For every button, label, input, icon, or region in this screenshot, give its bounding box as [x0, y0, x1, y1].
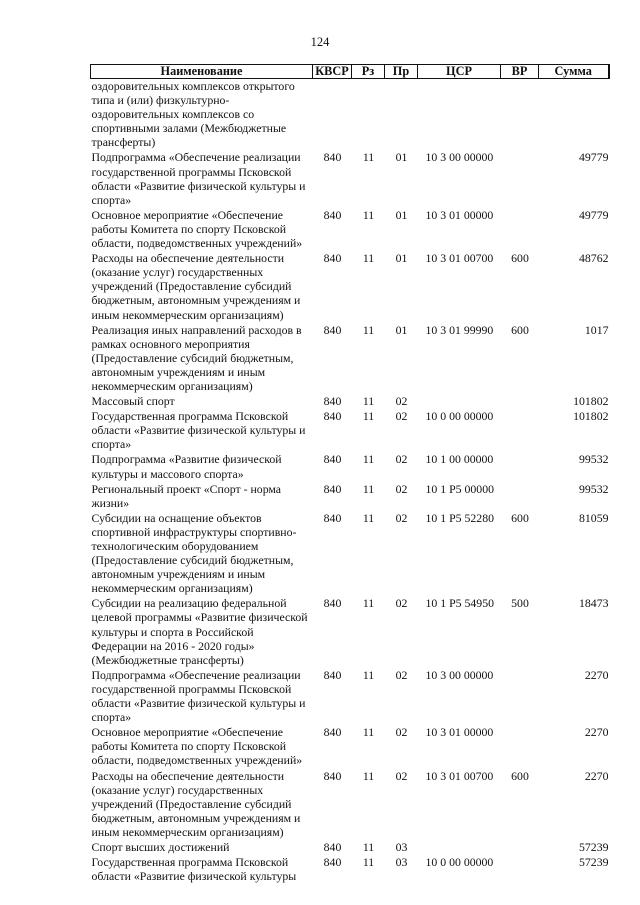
row-name: Спорт высших достижений: [91, 839, 230, 854]
row-csr: 10 1 P5 00000: [425, 481, 494, 496]
row-kvsr: 840: [323, 150, 342, 165]
row-name: Основное мероприятие «Обеспечение работы Комитета по спорту Псковской области, подведомственных учреждений»: [91, 207, 303, 251]
row-vr: [501, 451, 539, 480]
row-sum: 57239: [579, 855, 609, 870]
row-name: Расходы на обеспечение деятельности (оказание услуг) государственных учреждений (Предоставление субсидий бюджетным, автономным учреждениям и иным некоммерческим организациям): [91, 768, 301, 839]
row-rz: 11: [362, 839, 375, 854]
row-pr: 02: [395, 510, 408, 525]
row-kvsr: 840: [323, 510, 342, 525]
row-name: Основное мероприятие «Обеспечение работы Комитета по спорту Псковской области, подведомственных учреждений»: [91, 725, 303, 768]
row-sum: 99532: [579, 452, 609, 467]
row-pr: 02: [395, 725, 408, 740]
row-name: Подпрограмма «Обеспечение реализации государственной программы Псковской области «Развитие физической культуры и спорта»: [91, 150, 306, 207]
row-rz: 11: [362, 251, 375, 266]
row-csr: [418, 393, 501, 408]
row-csr: 10 3 01 99990: [425, 322, 494, 337]
row-name: Массовый спорт: [91, 394, 175, 409]
row-rz: 11: [362, 207, 375, 222]
row-kvsr: 840: [323, 596, 342, 611]
table-row: [91, 79, 609, 150]
row-kvsr: 840: [323, 452, 342, 467]
header-kvsr: КВСР: [313, 65, 352, 79]
row-vr: [501, 207, 539, 250]
table-row: [91, 451, 609, 480]
row-rz: 11: [362, 150, 375, 165]
row-rz: 11: [362, 510, 375, 525]
row-pr: 03: [395, 839, 408, 854]
row-name: Реализация иных направлений расходов в рамках основного мероприятия (Предоставление субсидий бюджетным, автономным учреждениям и иным некоммерческим организациям): [91, 322, 302, 393]
table-body: [91, 79, 609, 884]
row-sum: 99532: [579, 481, 609, 496]
row-csr: 10 3 01 00000: [425, 207, 494, 222]
row-name: Субсидии на оснащение объектов спортивной инфраструктуры спортивно-технологическим оборудованием (Предоставление субсидий бюджетным, автономным учреждениям и иным некоммерческим организациям): [91, 510, 297, 596]
row-name: оздоровительных комплексов открытого типа и (или) физкультурно-оздоровительных комплексов со спортивными залами (Межбюджетные трансферты): [91, 79, 295, 150]
row-rz: 11: [362, 667, 375, 682]
row-pr: 02: [395, 596, 408, 611]
row-pr: 02: [395, 452, 408, 467]
row-csr: 10 3 01 00700: [425, 251, 494, 266]
row-kvsr: [313, 79, 352, 150]
row-name: Расходы на обеспечение деятельности (оказание услуг) государственных учреждений (Предоставление субсидий бюджетным, автономным учреждениям и иным некоммерческим организациям): [91, 251, 301, 322]
row-kvsr: 840: [323, 839, 342, 854]
row-kvsr: 840: [323, 322, 342, 337]
row-vr: [501, 393, 539, 408]
row-sum: 2270: [584, 667, 609, 682]
row-rz: 11: [362, 394, 375, 409]
header-csr: ЦСР: [418, 65, 501, 79]
row-rz: 11: [362, 452, 375, 467]
row-kvsr: 840: [323, 855, 342, 870]
row-sum: 101802: [573, 409, 609, 424]
row-vr: [501, 408, 539, 451]
table-row: [91, 595, 609, 666]
row-rz: 11: [362, 481, 375, 496]
row-sum: 101802: [573, 394, 609, 409]
row-sum: 48762: [579, 251, 609, 266]
row-kvsr: 840: [323, 725, 342, 740]
table-row: [91, 854, 609, 883]
row-sum: 1017: [584, 322, 609, 337]
row-pr: 01: [395, 322, 408, 337]
row-vr: 600: [511, 510, 529, 525]
row-pr: 01: [395, 251, 408, 266]
row-rz: 11: [362, 322, 375, 337]
row-pr: 02: [395, 481, 408, 496]
row-vr: 600: [511, 768, 529, 783]
header-vr: ВР: [501, 65, 539, 79]
row-kvsr: 840: [323, 207, 342, 222]
header-pr: Пр: [385, 65, 418, 79]
row-pr: 02: [395, 768, 408, 783]
row-rz: 11: [362, 725, 375, 740]
row-kvsr: 840: [323, 667, 342, 682]
row-pr: 02: [395, 394, 408, 409]
table-row: [91, 207, 609, 250]
row-rz: [352, 79, 385, 150]
header-sum: Сумма: [539, 65, 609, 79]
row-sum: 2270: [584, 768, 609, 783]
row-sum: 49779: [579, 150, 609, 165]
row-csr: 10 1 00 00000: [425, 452, 494, 467]
row-csr: [418, 839, 501, 854]
row-vr: [501, 839, 539, 854]
row-vr: 600: [511, 322, 529, 337]
table-row: [91, 322, 609, 393]
table-row: [91, 408, 609, 451]
row-vr: 500: [511, 596, 529, 611]
table-row: [91, 839, 609, 854]
table-row: [91, 250, 609, 321]
row-pr: 03: [395, 855, 408, 870]
table-row: [91, 768, 609, 839]
row-csr: 10 3 00 00000: [425, 667, 494, 682]
table-row: [91, 724, 609, 767]
row-csr: 10 3 01 00000: [425, 725, 494, 740]
row-kvsr: 840: [323, 251, 342, 266]
row-csr: [418, 79, 501, 150]
row-vr: 600: [511, 251, 529, 266]
row-name: Подпрограмма «Обеспечение реализации государственной программы Псковской области «Развитие физической культуры и спорта»: [91, 667, 306, 725]
row-kvsr: 840: [323, 394, 342, 409]
table-row: [91, 510, 609, 596]
row-csr: 10 0 00 00000: [425, 855, 494, 870]
row-vr: [501, 79, 539, 150]
table-header: [91, 65, 609, 79]
row-csr: 10 1 P5 52280: [425, 510, 494, 525]
row-kvsr: 840: [323, 768, 342, 783]
row-pr: [385, 79, 418, 150]
row-pr: 02: [395, 667, 408, 682]
row-name: Государственная программа Псковской области «Развитие физической культуры: [91, 855, 297, 884]
row-pr: 02: [395, 409, 408, 424]
row-pr: 01: [395, 150, 408, 165]
row-vr: [501, 149, 539, 206]
row-pr: 01: [395, 207, 408, 222]
table-row: [91, 149, 609, 206]
table-row: [91, 393, 609, 408]
row-csr: 10 3 01 00700: [425, 768, 494, 783]
row-sum: 2270: [584, 725, 609, 740]
row-vr: [501, 667, 539, 724]
row-csr: 10 0 00 00000: [425, 409, 494, 424]
row-rz: 11: [362, 855, 375, 870]
row-name: Подпрограмма «Развитие физической культуры и массового спорта»: [91, 452, 282, 481]
row-sum: 57239: [579, 839, 609, 854]
header-rz: Рз: [352, 65, 385, 79]
page-number: 124: [310, 35, 330, 49]
header-name: Наименование: [91, 65, 313, 79]
row-csr: 10 3 00 00000: [425, 150, 494, 165]
row-sum: 49779: [579, 207, 609, 222]
table-row: [91, 667, 609, 724]
row-vr: [501, 724, 539, 767]
row-kvsr: 840: [323, 409, 342, 424]
row-name: Региональный проект «Спорт - норма жизни»: [91, 481, 282, 510]
row-sum: 81059: [579, 510, 609, 525]
row-rz: 11: [362, 768, 375, 783]
row-sum: 18473: [579, 596, 609, 611]
row-rz: 11: [362, 596, 375, 611]
row-vr: [501, 481, 539, 510]
row-kvsr: 840: [323, 481, 342, 496]
row-name: Государственная программа Псковской области «Развитие физической культуры и спорта»: [91, 409, 306, 452]
row-sum: [539, 79, 609, 150]
row-csr: 10 1 P5 54950: [425, 596, 494, 611]
row-vr: [501, 854, 539, 883]
row-name: Субсидии на реализацию федеральной целевой программы «Развитие физической культуры и спорта в Российской Федерации на 2016 - 2020 годы» (Межбюджетные трансферты): [91, 596, 308, 667]
row-rz: 11: [362, 409, 375, 424]
budget-table: [90, 64, 610, 883]
table-row: [91, 481, 609, 510]
